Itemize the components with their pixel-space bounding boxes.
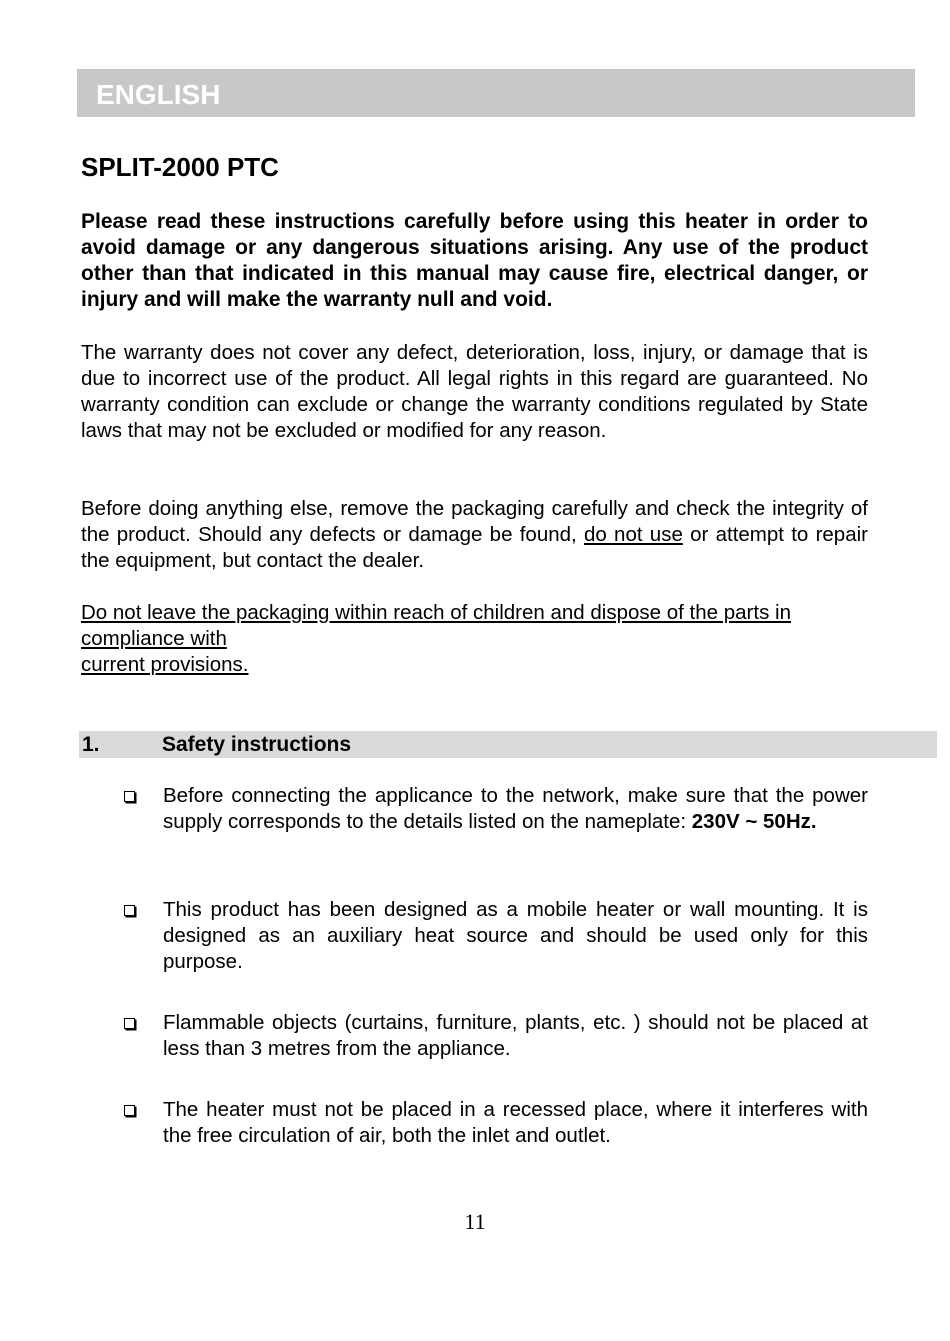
checkbox-bullet-icon bbox=[124, 1105, 135, 1116]
section-number: 1. bbox=[82, 733, 100, 756]
packaging-warning-line-2: current provisions. bbox=[81, 653, 249, 676]
bullet-1-voltage: 230V ~ 50Hz. bbox=[691, 810, 817, 833]
checkbox-bullet-icon bbox=[124, 905, 135, 916]
page-number: 11 bbox=[464, 1209, 486, 1234]
packaging-warning-paragraph bbox=[81, 600, 868, 678]
language-header-bar bbox=[77, 69, 915, 117]
checkbox-bullet-icon bbox=[124, 791, 135, 802]
unpacking-paragraph bbox=[81, 496, 868, 574]
safety-bullet-item: The heater must not be placed in a recessed place, where it interferes with the free circulation of air, both the inlet and outlet. bbox=[163, 1098, 868, 1147]
section-header-bar bbox=[79, 731, 937, 758]
warranty-paragraph: The warranty does not cover any defect, deterioration, loss, injury, or damage that is due to incorrect use of the product. All legal rights in this regard are guaranteed. No warranty condition can exclude or change the warranty conditions regulated by State laws that may not be excluded or modified for any reason. bbox=[81, 341, 868, 442]
safety-bullet-item bbox=[163, 783, 868, 835]
intro-warning-paragraph: Please read these instructions carefully before using this heater in order to avoid damage or any dangerous situations arising. Any use of the product other than that indicated in this manual may cause fire, electrical danger, or injury and will make the warranty null and void. bbox=[81, 210, 868, 311]
checkbox-bullet-icon bbox=[124, 1018, 135, 1029]
packaging-warning-line-1: Do not leave the packaging within reach of children and dispose of the parts in compliance with bbox=[81, 601, 791, 650]
bullet-1-text: Before connecting the applicance to the network, make sure that the power supply corresponds to the details listed on the nameplate: bbox=[163, 784, 868, 833]
product-title: SPLIT-2000 PTC bbox=[81, 152, 279, 182]
unpacking-text-after: or attempt to repair the equipment, but contact the dealer. bbox=[81, 523, 868, 572]
section-title: Safety instructions bbox=[162, 733, 352, 756]
unpacking-text-before: Before doing anything else, remove the packaging carefully and check the integrity of the product. Should any defects or damage be found, bbox=[81, 497, 868, 546]
language-label: ENGLISH bbox=[96, 79, 221, 110]
unpacking-underlined-text: do not use bbox=[583, 523, 683, 546]
safety-bullet-item: Flammable objects (curtains, furniture, plants, etc. ) should not be placed at less than 3 metres from the appliance. bbox=[163, 1011, 868, 1060]
safety-bullet-item: This product has been designed as a mobile heater or wall mounting. It is designed as an auxiliary heat source and should be used only for this purpose. bbox=[163, 898, 868, 973]
